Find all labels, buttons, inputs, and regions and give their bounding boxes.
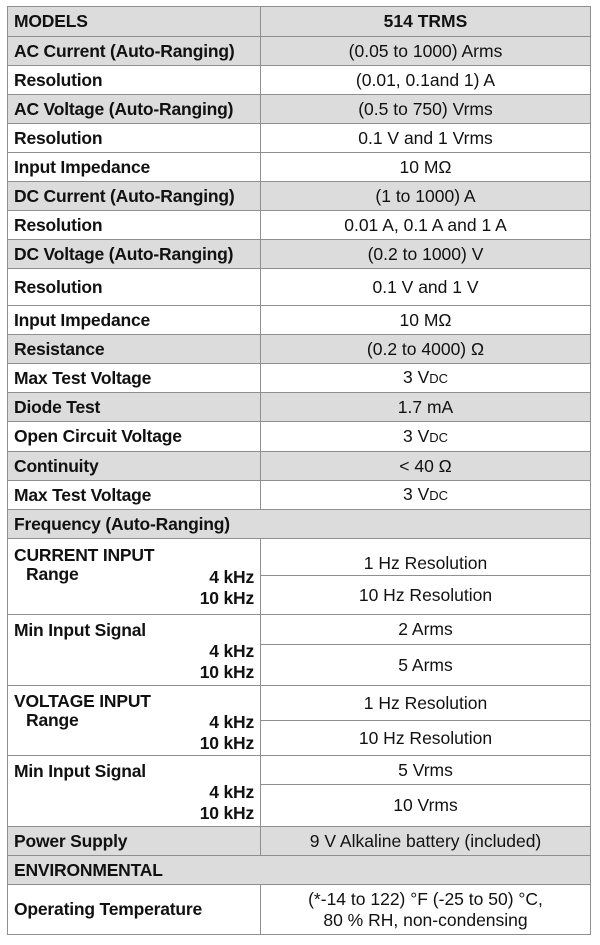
environmental-heading: ENVIRONMENTAL	[8, 856, 591, 885]
current-input-title: CURRENT INPUT	[14, 545, 155, 565]
spec-value: (0.05 to 1000) Arms	[261, 37, 591, 66]
voltage-min-label	[8, 756, 261, 827]
voltage-input-label	[8, 686, 261, 756]
section-row	[8, 510, 591, 539]
spec-label: Max Test Voltage	[8, 481, 261, 510]
spec-label: Resolution	[8, 124, 261, 153]
spec-label: Resolution	[8, 66, 261, 95]
models-label: MODELS	[8, 7, 261, 37]
spec-label: AC Current (Auto-Ranging)	[8, 37, 261, 66]
spec-label: DC Voltage (Auto-Ranging)	[8, 240, 261, 269]
spec-row	[8, 885, 591, 935]
spec-row	[8, 211, 591, 240]
min-input-signal-label: Min Input Signal	[14, 620, 146, 640]
spec-row	[8, 269, 591, 306]
value-unit-subscript: DC	[429, 429, 449, 445]
spec-row	[8, 66, 591, 95]
spec-value: 9 V Alkaline battery (included)	[261, 827, 591, 856]
range-label: Range	[26, 710, 79, 730]
spec-value: 1.7 mA	[261, 393, 591, 422]
spec-value: 5 Arms	[261, 645, 591, 686]
spec-row	[8, 124, 591, 153]
spec-label: Resolution	[8, 269, 261, 306]
spec-table	[7, 6, 591, 935]
spec-label: Operating Temperature	[8, 885, 261, 935]
spec-row	[8, 393, 591, 422]
freq-row	[8, 615, 591, 645]
min-input-signal-label: Min Input Signal	[14, 761, 146, 781]
spec-row	[8, 364, 591, 393]
spec-row	[8, 306, 591, 335]
spec-label: Diode Test	[8, 393, 261, 422]
frequency-4khz: 4 kHz	[209, 641, 254, 661]
freq-row	[8, 686, 591, 721]
spec-label: Open Circuit Voltage	[8, 422, 261, 452]
spec-value: 1 Hz Resolution	[261, 686, 591, 721]
value-line: (*-14 to 122) °F (-25 to 50) °C,	[308, 888, 543, 909]
spec-value	[261, 422, 591, 452]
current-min-label	[8, 615, 261, 686]
spec-value: (1 to 1000) A	[261, 182, 591, 211]
frequency-10khz: 10 kHz	[199, 733, 254, 753]
model-name: 514 TRMS	[261, 7, 591, 37]
spec-row	[8, 335, 591, 364]
spec-value: 0.1 V and 1 Vrms	[261, 124, 591, 153]
frequency-10khz: 10 kHz	[199, 588, 254, 608]
frequency-10khz: 10 kHz	[199, 662, 254, 682]
spec-row	[8, 452, 591, 481]
value-number: 3 V	[402, 425, 430, 446]
spec-label: Power Supply	[8, 827, 261, 856]
spec-label: Continuity	[8, 452, 261, 481]
value-unit-subscript: DC	[429, 371, 449, 386]
spec-row	[8, 481, 591, 510]
range-label: Range	[26, 564, 79, 584]
spec-row	[8, 95, 591, 124]
spec-value: 0.01 A, 0.1 A and 1 A	[261, 211, 591, 240]
spec-value: 10 MΩ	[261, 306, 591, 335]
frequency-heading: Frequency (Auto-Ranging)	[8, 510, 591, 539]
spec-value: 0.1 V and 1 V	[261, 269, 591, 306]
spec-value	[261, 481, 591, 510]
spec-value: < 40 Ω	[261, 452, 591, 481]
spec-row	[8, 422, 591, 452]
spec-value: 2 Arms	[261, 615, 591, 645]
spec-value: 1 Hz Resolution	[261, 539, 591, 576]
spec-label: DC Current (Auto-Ranging)	[8, 182, 261, 211]
spec-row	[8, 827, 591, 856]
spec-row	[8, 37, 591, 66]
value-unit-subscript: DC	[429, 488, 449, 503]
spec-value	[261, 885, 591, 935]
value-line: 80 % RH, non-condensing	[323, 909, 528, 930]
voltage-input-title: VOLTAGE INPUT	[14, 691, 151, 711]
frequency-4khz: 4 kHz	[209, 712, 254, 732]
spec-value: 10 MΩ	[261, 153, 591, 182]
spec-label: Input Impedance	[8, 153, 261, 182]
current-input-label	[8, 539, 261, 615]
freq-row	[8, 539, 591, 576]
spec-value: (0.5 to 750) Vrms	[261, 95, 591, 124]
value-number: 3 V	[402, 484, 430, 504]
frequency-4khz: 4 kHz	[209, 782, 254, 802]
spec-value: 10 Hz Resolution	[261, 721, 591, 756]
spec-label: Resistance	[8, 335, 261, 364]
header-row	[8, 7, 591, 37]
spec-value: (0.01, 0.1and 1) A	[261, 66, 591, 95]
spec-label: Input Impedance	[8, 306, 261, 335]
spec-value: 5 Vrms	[261, 756, 591, 785]
spec-row	[8, 182, 591, 211]
spec-value	[261, 364, 591, 393]
spec-row	[8, 153, 591, 182]
spec-value: 10 Vrms	[261, 785, 591, 827]
spec-value: (0.2 to 1000) V	[261, 240, 591, 269]
frequency-10khz: 10 kHz	[199, 803, 254, 823]
spec-label: AC Voltage (Auto-Ranging)	[8, 95, 261, 124]
section-row	[8, 856, 591, 885]
value-number: 3 V	[402, 367, 430, 387]
freq-row	[8, 756, 591, 785]
spec-value: (0.2 to 4000) Ω	[261, 335, 591, 364]
frequency-4khz: 4 kHz	[209, 567, 254, 587]
spec-row	[8, 240, 591, 269]
spec-label: Max Test Voltage	[8, 364, 261, 393]
spec-label: Resolution	[8, 211, 261, 240]
spec-value: 10 Hz Resolution	[261, 576, 591, 615]
